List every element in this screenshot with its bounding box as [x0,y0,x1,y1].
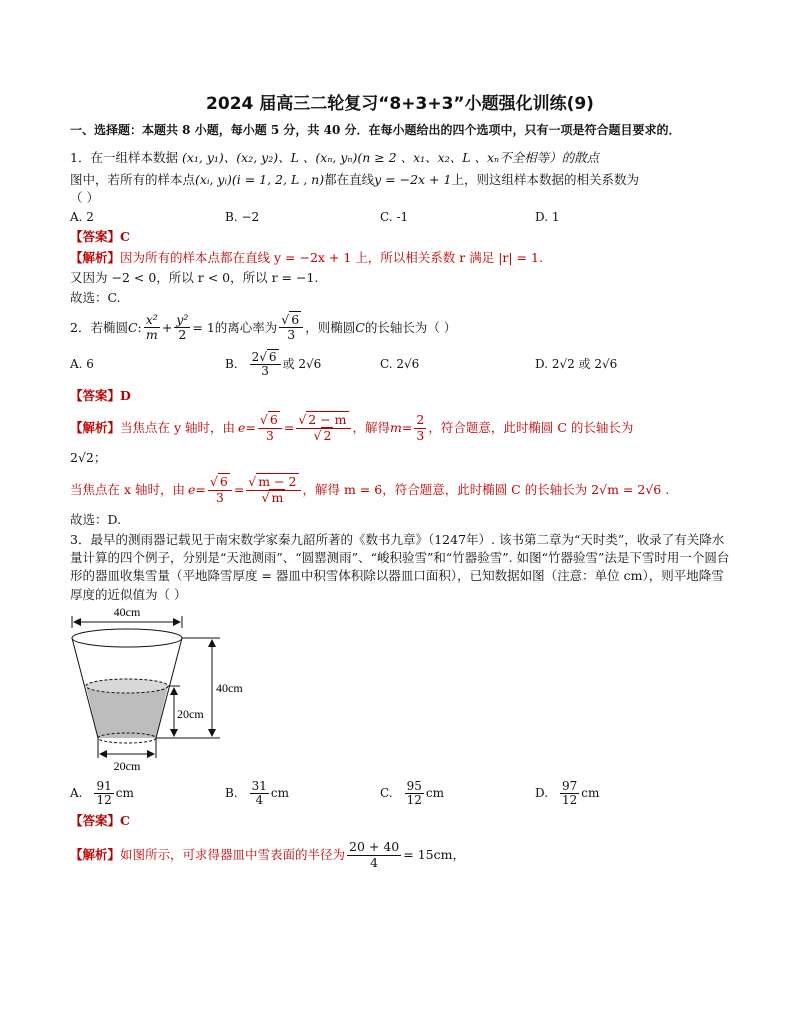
q2-frac-x: $\frac{\text{x²}}{m}$ [145,311,158,343]
q1-option-a[interactable]: A. 2 [70,210,94,225]
q2-stem-b: 的离心率为 [214,319,278,335]
section-heading: 一、选择题：本题共 8 小题，每小题 5 分，共 40 分．在每小题给出的四个选项中，只有一项是符合题目要求的． [70,122,681,137]
q1-option-c[interactable]: C. -1 [380,210,409,225]
q1-option-d[interactable]: D. 1 [535,210,560,225]
q1-sample-point: (xᵢ, yᵢ)(i = 1, 2, L , n) [195,171,325,187]
q3-analysis: 【解析】 如图所示，可求得器皿中雪表面的半径为 $\frac{20 + 40}{4}$ = 15cm， [70,839,465,870]
bucket-figure [70,606,270,776]
q1-stem-a: 1．在一组样本数据 [70,149,178,165]
fig-bottom-label: 20cm [113,758,141,773]
q3-stem: 3．最早的测雨器记载见于南宋数学家秦九韶所著的《数书九章》（1247年）. 该书第二章为“天时类”，收录了有关降水量计算的四个例子，分别是“天池测雨”、“圆罂测雨”、“峻积验雪”和“竹器验雪”. 如图“竹器验雪”法是下雪时用一个圆台形的器皿收集雪量（平地降雪厚度 = 器皿中积雪体积除以器皿口面积），已知数据如图（注意：单位 cm），则平地降雪厚度的近似值为（ ） [70,532,730,602]
question-1 [70,149,730,307]
q2-option-a[interactable]: A. 6 [70,357,94,372]
q1-data-points: (x₁, y₁)、(x₂, y₂)、L 、(xₙ, yₙ)(n ≥ 2 、x₁、x₂、L 、xₙ不全相等）的散点 [181,149,600,165]
q2-stem-c: ，则椭圆 [305,319,356,335]
q2-answer: 【答案】D [70,388,131,404]
q1-option-b[interactable]: B. −2 [225,210,260,225]
q1-analysis-2: 又因为 −2 < 0，所以 r < 0，所以 r = −1. [70,269,319,285]
fig-height-label: 40cm [216,680,243,695]
q3-option-c[interactable]: C. $\frac{95}{12}$ cm [380,778,444,808]
q2-eccentricity: $\frac{√ 6}{3}$ [279,313,303,343]
q1-paren: （ ） [70,189,99,205]
page-title: 2024 届高三二轮复习“8+3+3”小题强化训练(9) [206,94,594,114]
q2-analysis-3: 当焦点在 x 轴时，由 e = $\frac{√ 6}{3}$ = $\frac{√ m - 2}{√ m}$ ，解得 m = 6，符合题意，此时椭圆 C 的长轴长为 2√m = 2√6 . [70,474,670,505]
q2-option-b[interactable]: B. $\frac{2√ 6}{3}$ 或 2√6 [225,349,322,379]
q3-options [70,780,730,809]
q1-stem-d: 上，则这组样本数据的相关系数为 [451,171,639,187]
q2-option-d[interactable]: D. 2√2 或 2√6 [535,357,618,372]
q2-analysis-2: 2√2； [70,450,107,466]
q2-frac-y: $\frac{\text{y²}}{2}$ [176,311,189,343]
q1-answer: 【答案】C [70,229,130,245]
question-3 [70,531,730,870]
q1-so: 故选：C. [70,289,121,305]
q2-stem-d: 的长轴长为（ ） [364,319,457,335]
q2-analysis: 【解析】 当焦点在 y 轴时，由 e = $\frac{√ 6}{3}$ = $\frac{√ 2 - m}{√ 2}$ ，解得 m = $\frac{2}{3}$ ，符合题意，此时椭圆 C 的长轴长为 [70,412,634,443]
q1-stem-b: 图中，若所有的样本点 [70,171,196,187]
q2-options [70,351,730,380]
fig-snow-label: 20cm [177,706,204,721]
fig-top-label: 40cm [113,605,141,619]
snow-fill [86,686,168,738]
q2-so: 故选：D. [70,512,122,527]
q3-option-b[interactable]: B. $\frac{31}{4}$ cm [225,778,290,808]
q1-line: y = −2x + 1 [374,171,452,187]
q2-option-c[interactable]: C. 2√6 [380,357,420,372]
q2-ellipse-name: C [127,319,138,335]
q1-options [70,209,730,226]
q3-answer: 【答案】C [70,813,130,829]
question-2: 2．若椭圆 C : $\frac{\text{x²}}{m}$ + $\frac{\text{y²}}{2}$ = 1 的离心率为 $\frac{√ 6}{3}$ ，则椭圆 C 的长轴长为（ ） A. 6 B. $\frac{2√ 6}{3}$ 或 2√6 C. 2√6 D. 2√2 或 2√6 【答案】D 【解析】 当焦点在 y 轴时，由 e = $\frac{√ 6}{3}$ = $\frac{√ 2 - m}{√ 2}$ ，解得 m = $\frac{2}{3}$ ，符合题意，此时椭圆 C 的长轴长为 2√2； 当焦点在 x 轴时，由 e = $\frac{√ 6}{3}$ = $\frac{√ m - 2}{√ m}$ ，解得 m = 6，符合题意，此时椭圆 C 的长轴长为 2√m = 2√6 . 故选：D. [70,313,730,529]
q1-analysis: 【解析】因为所有的样本点都在直线 y = −2x + 1 上，所以相关系数 r 满足 |r| = 1. [70,249,543,265]
q3-option-a[interactable]: A. $\frac{91}{12}$ cm [70,778,134,808]
page [70,92,730,870]
q1-stem-c: 都在直线 [324,171,375,187]
q2-stem-a: 2．若椭圆 [70,319,128,335]
q3-option-d[interactable]: D. $\frac{97}{12}$ cm [535,778,600,808]
